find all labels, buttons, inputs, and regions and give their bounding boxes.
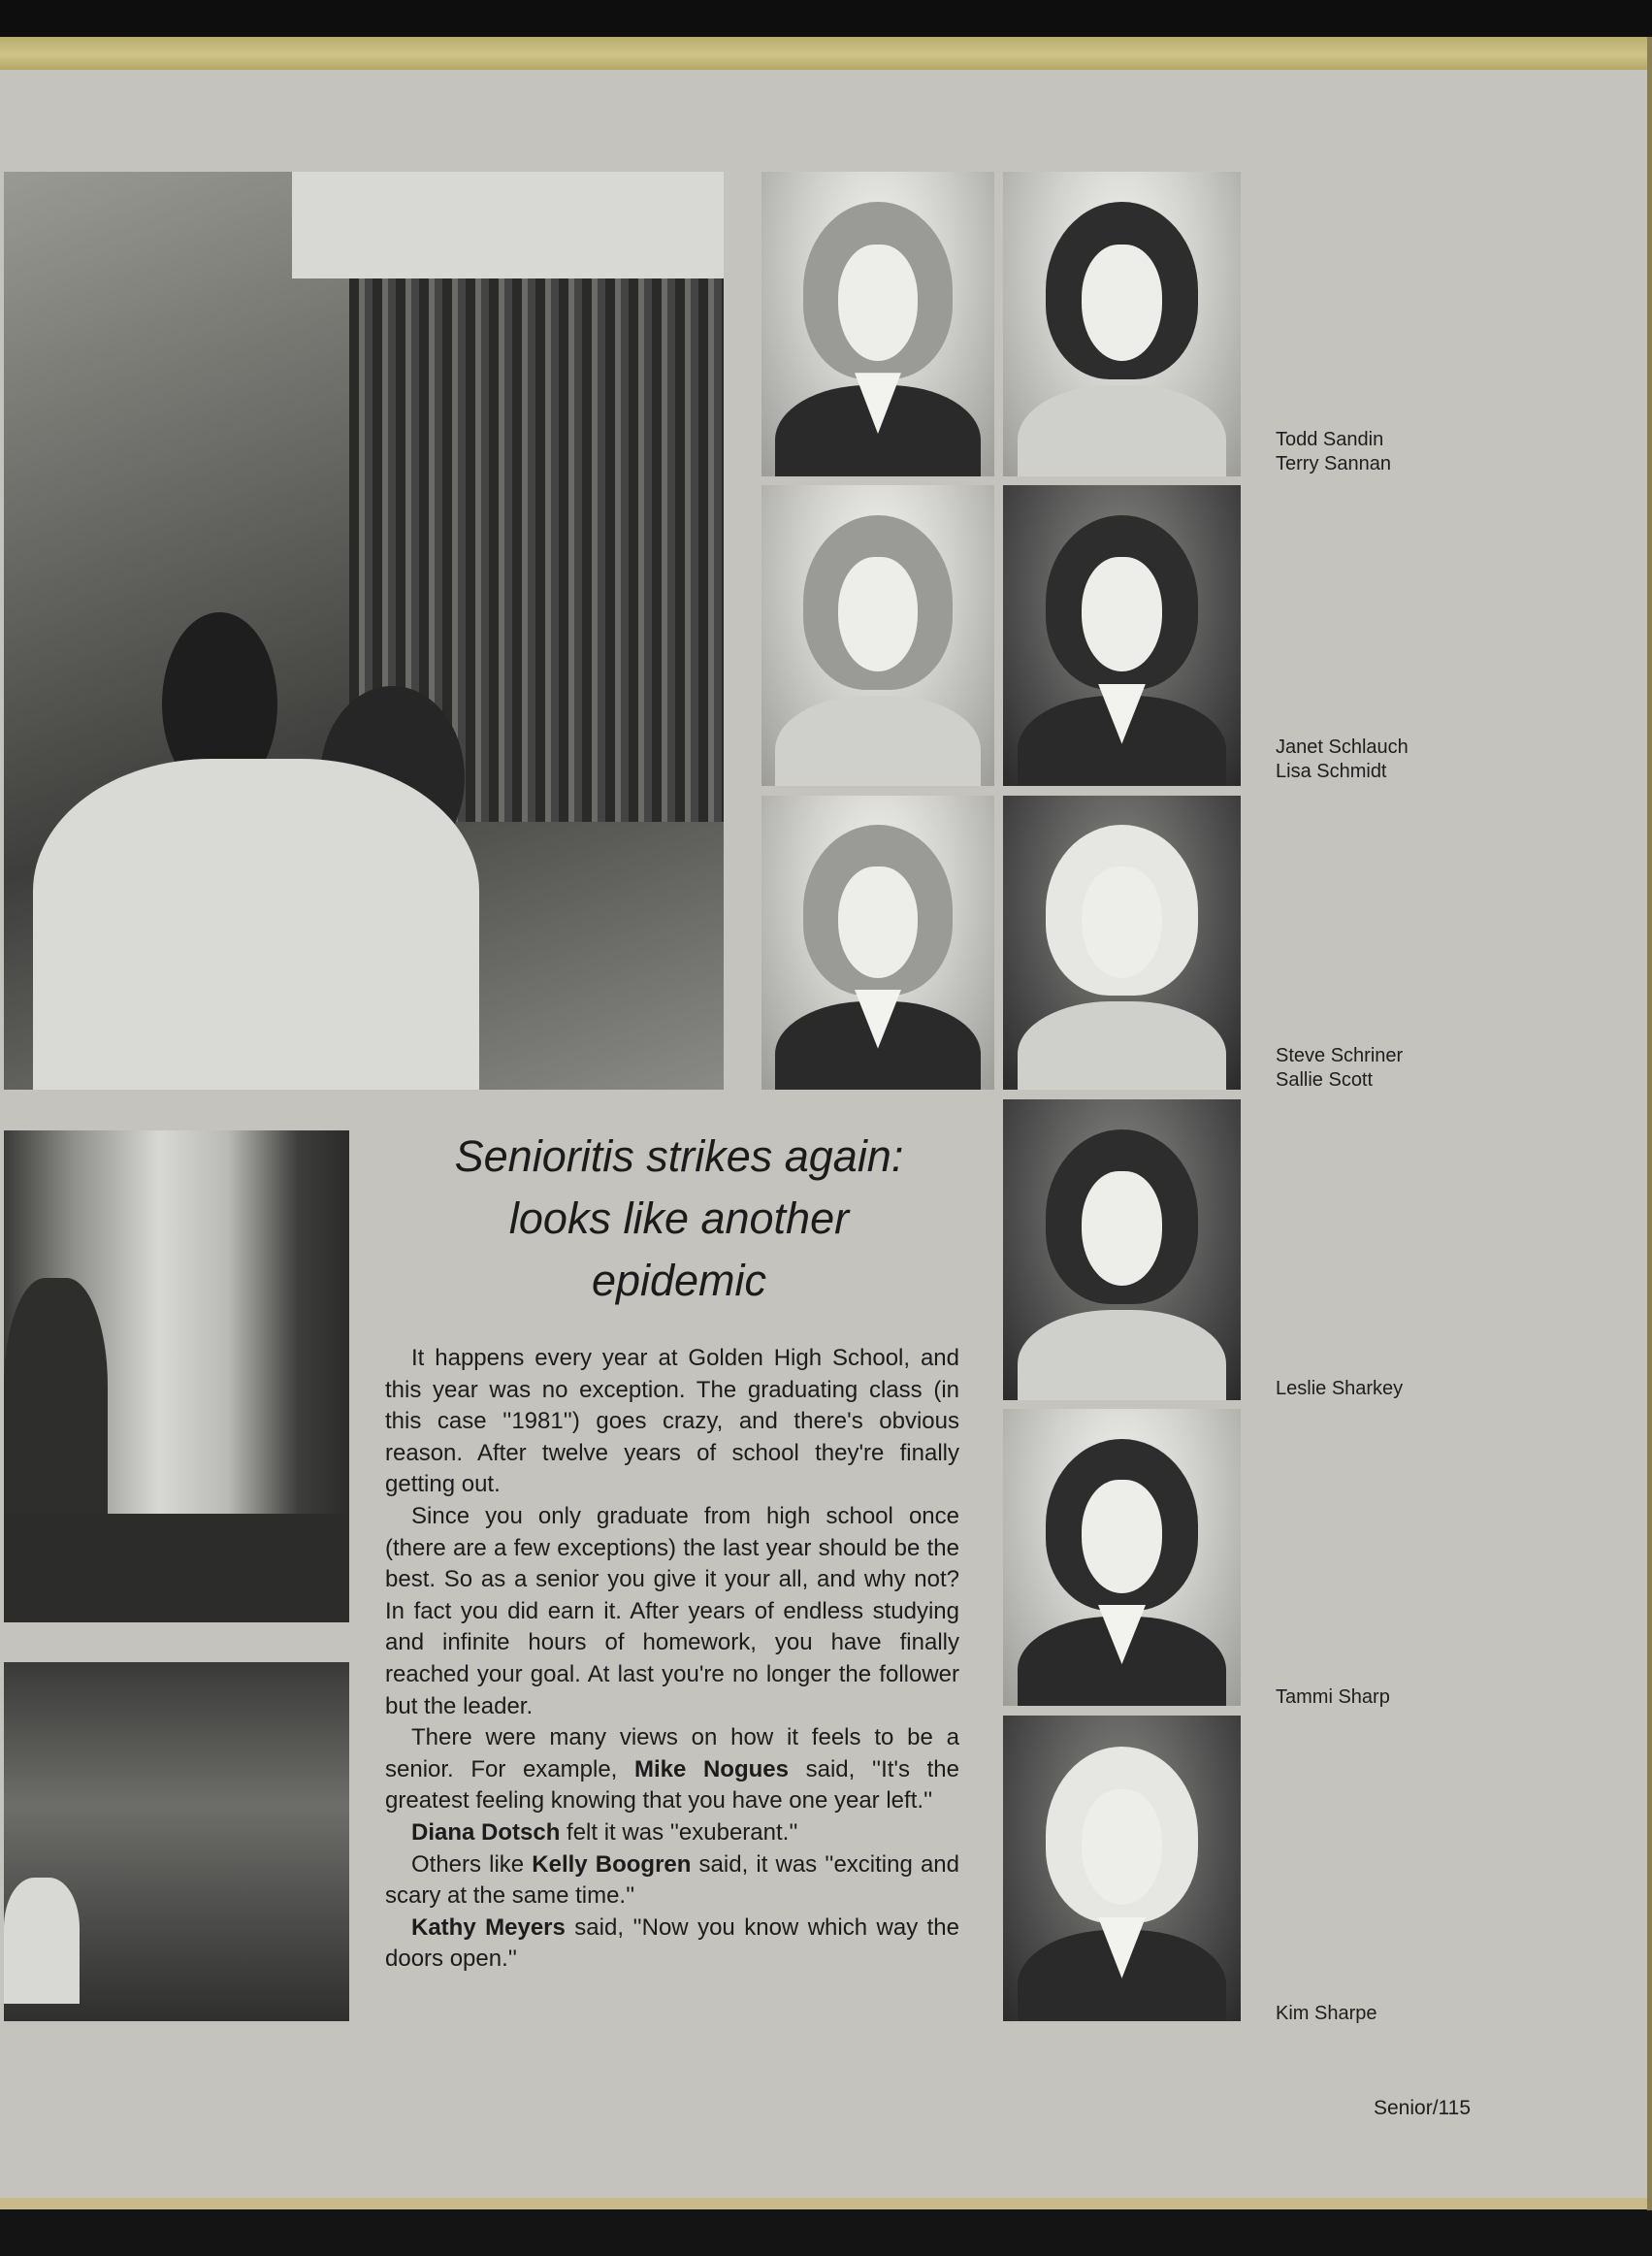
- article-paragraph: [385, 1849, 959, 1913]
- portrait-tammi-sharp: [1003, 1409, 1241, 1706]
- caption-name: Lisa Schmidt: [1276, 761, 1387, 782]
- headline-line: Senioritis strikes again:: [454, 1131, 904, 1181]
- caption-name: Sallie Scott: [1276, 1069, 1374, 1091]
- caption-name: Kim Sharpe: [1276, 2003, 1377, 2024]
- portrait-lisa-schmidt: [1003, 485, 1241, 786]
- portrait-leslie-sharkey: [1003, 1099, 1241, 1400]
- headline-line: epidemic: [591, 1256, 767, 1305]
- caption-name: Leslie Sharkey: [1276, 1378, 1404, 1399]
- window-candid-photo-1: [4, 1130, 349, 1622]
- article-paragraph: [385, 1343, 959, 1501]
- portrait-todd-sandin: [761, 172, 994, 476]
- paragraph-text: Since you only graduate from high school once (there are a few exceptions) the last year should be the best. So as a senior you give it your all, and why not? In fact you did earn it. After years of endless studying and infinite hours of homework, you have finally reached your goal. At last you're no longer the follower but the leader.: [385, 1502, 959, 1719]
- page-bottom-edge: [0, 2198, 1652, 2209]
- portrait-janet-schlauch: [761, 485, 994, 786]
- article-paragraph: [385, 1722, 959, 1817]
- portrait-sallie-scott: [1003, 796, 1241, 1090]
- quoted-student-name: Kathy Meyers: [411, 1913, 566, 1941]
- caption-row-5: [1276, 1685, 1390, 1710]
- paragraph-text: felt it was ''exuberant.'': [560, 1818, 798, 1846]
- article-paragraph: [385, 1501, 959, 1722]
- book-spine: [1647, 37, 1652, 2210]
- article-paragraph: [385, 1913, 959, 1976]
- article-body: [385, 1343, 959, 1976]
- quoted-student-name: Diana Dotsch: [411, 1818, 561, 1846]
- page-top-edge: [0, 37, 1652, 70]
- portrait-steve-schriner: [761, 796, 994, 1090]
- headline-line: looks like another: [508, 1193, 850, 1243]
- caption-row-2: [1276, 736, 1409, 784]
- article-headline: [359, 1126, 999, 1312]
- paragraph-text: said, ''It's the greatest feeling knowing that you have one year left.'': [385, 1755, 960, 1815]
- paragraph-text: There were many views on how it feels to be a senior. For example,: [385, 1724, 959, 1782]
- paragraph-text: said, ''Now you know which way the doors open.'': [385, 1913, 959, 1973]
- caption-row-6: [1276, 2002, 1377, 2026]
- quoted-student-name: Kelly Boogren: [532, 1850, 692, 1878]
- quoted-student-name: Mike Nogues: [633, 1755, 789, 1782]
- page-folio: Senior/115: [1374, 2097, 1472, 2119]
- caption-row-3: [1276, 1044, 1403, 1093]
- caption-name: Terry Sannan: [1276, 453, 1391, 474]
- paragraph-text: Others like: [411, 1850, 533, 1878]
- article-paragraph: [385, 1817, 959, 1849]
- caption-name: Janet Schlauch: [1276, 736, 1409, 758]
- library-candid-photo: [4, 172, 724, 1090]
- paragraph-text: It happens every year at Golden High School, and this year was no exception. The graduating class (in this case ''1981'') goes crazy, and there's obvious reason. After twelve years of school they're finally getting out.: [385, 1345, 959, 1498]
- caption-name: Steve Schriner: [1276, 1045, 1404, 1066]
- portrait-kim-sharpe: [1003, 1716, 1241, 2021]
- caption-name: Todd Sandin: [1276, 429, 1384, 450]
- caption-row-4: [1276, 1377, 1403, 1401]
- paragraph-text: said, it was ''exciting and scary at the same time.'': [385, 1850, 959, 1910]
- portrait-terry-sannan: [1003, 172, 1241, 476]
- window-candid-photo-2: [4, 1662, 349, 2021]
- caption-row-1: [1276, 428, 1391, 476]
- scan-top-border: [0, 0, 1652, 37]
- caption-name: Tammi Sharp: [1276, 1686, 1390, 1708]
